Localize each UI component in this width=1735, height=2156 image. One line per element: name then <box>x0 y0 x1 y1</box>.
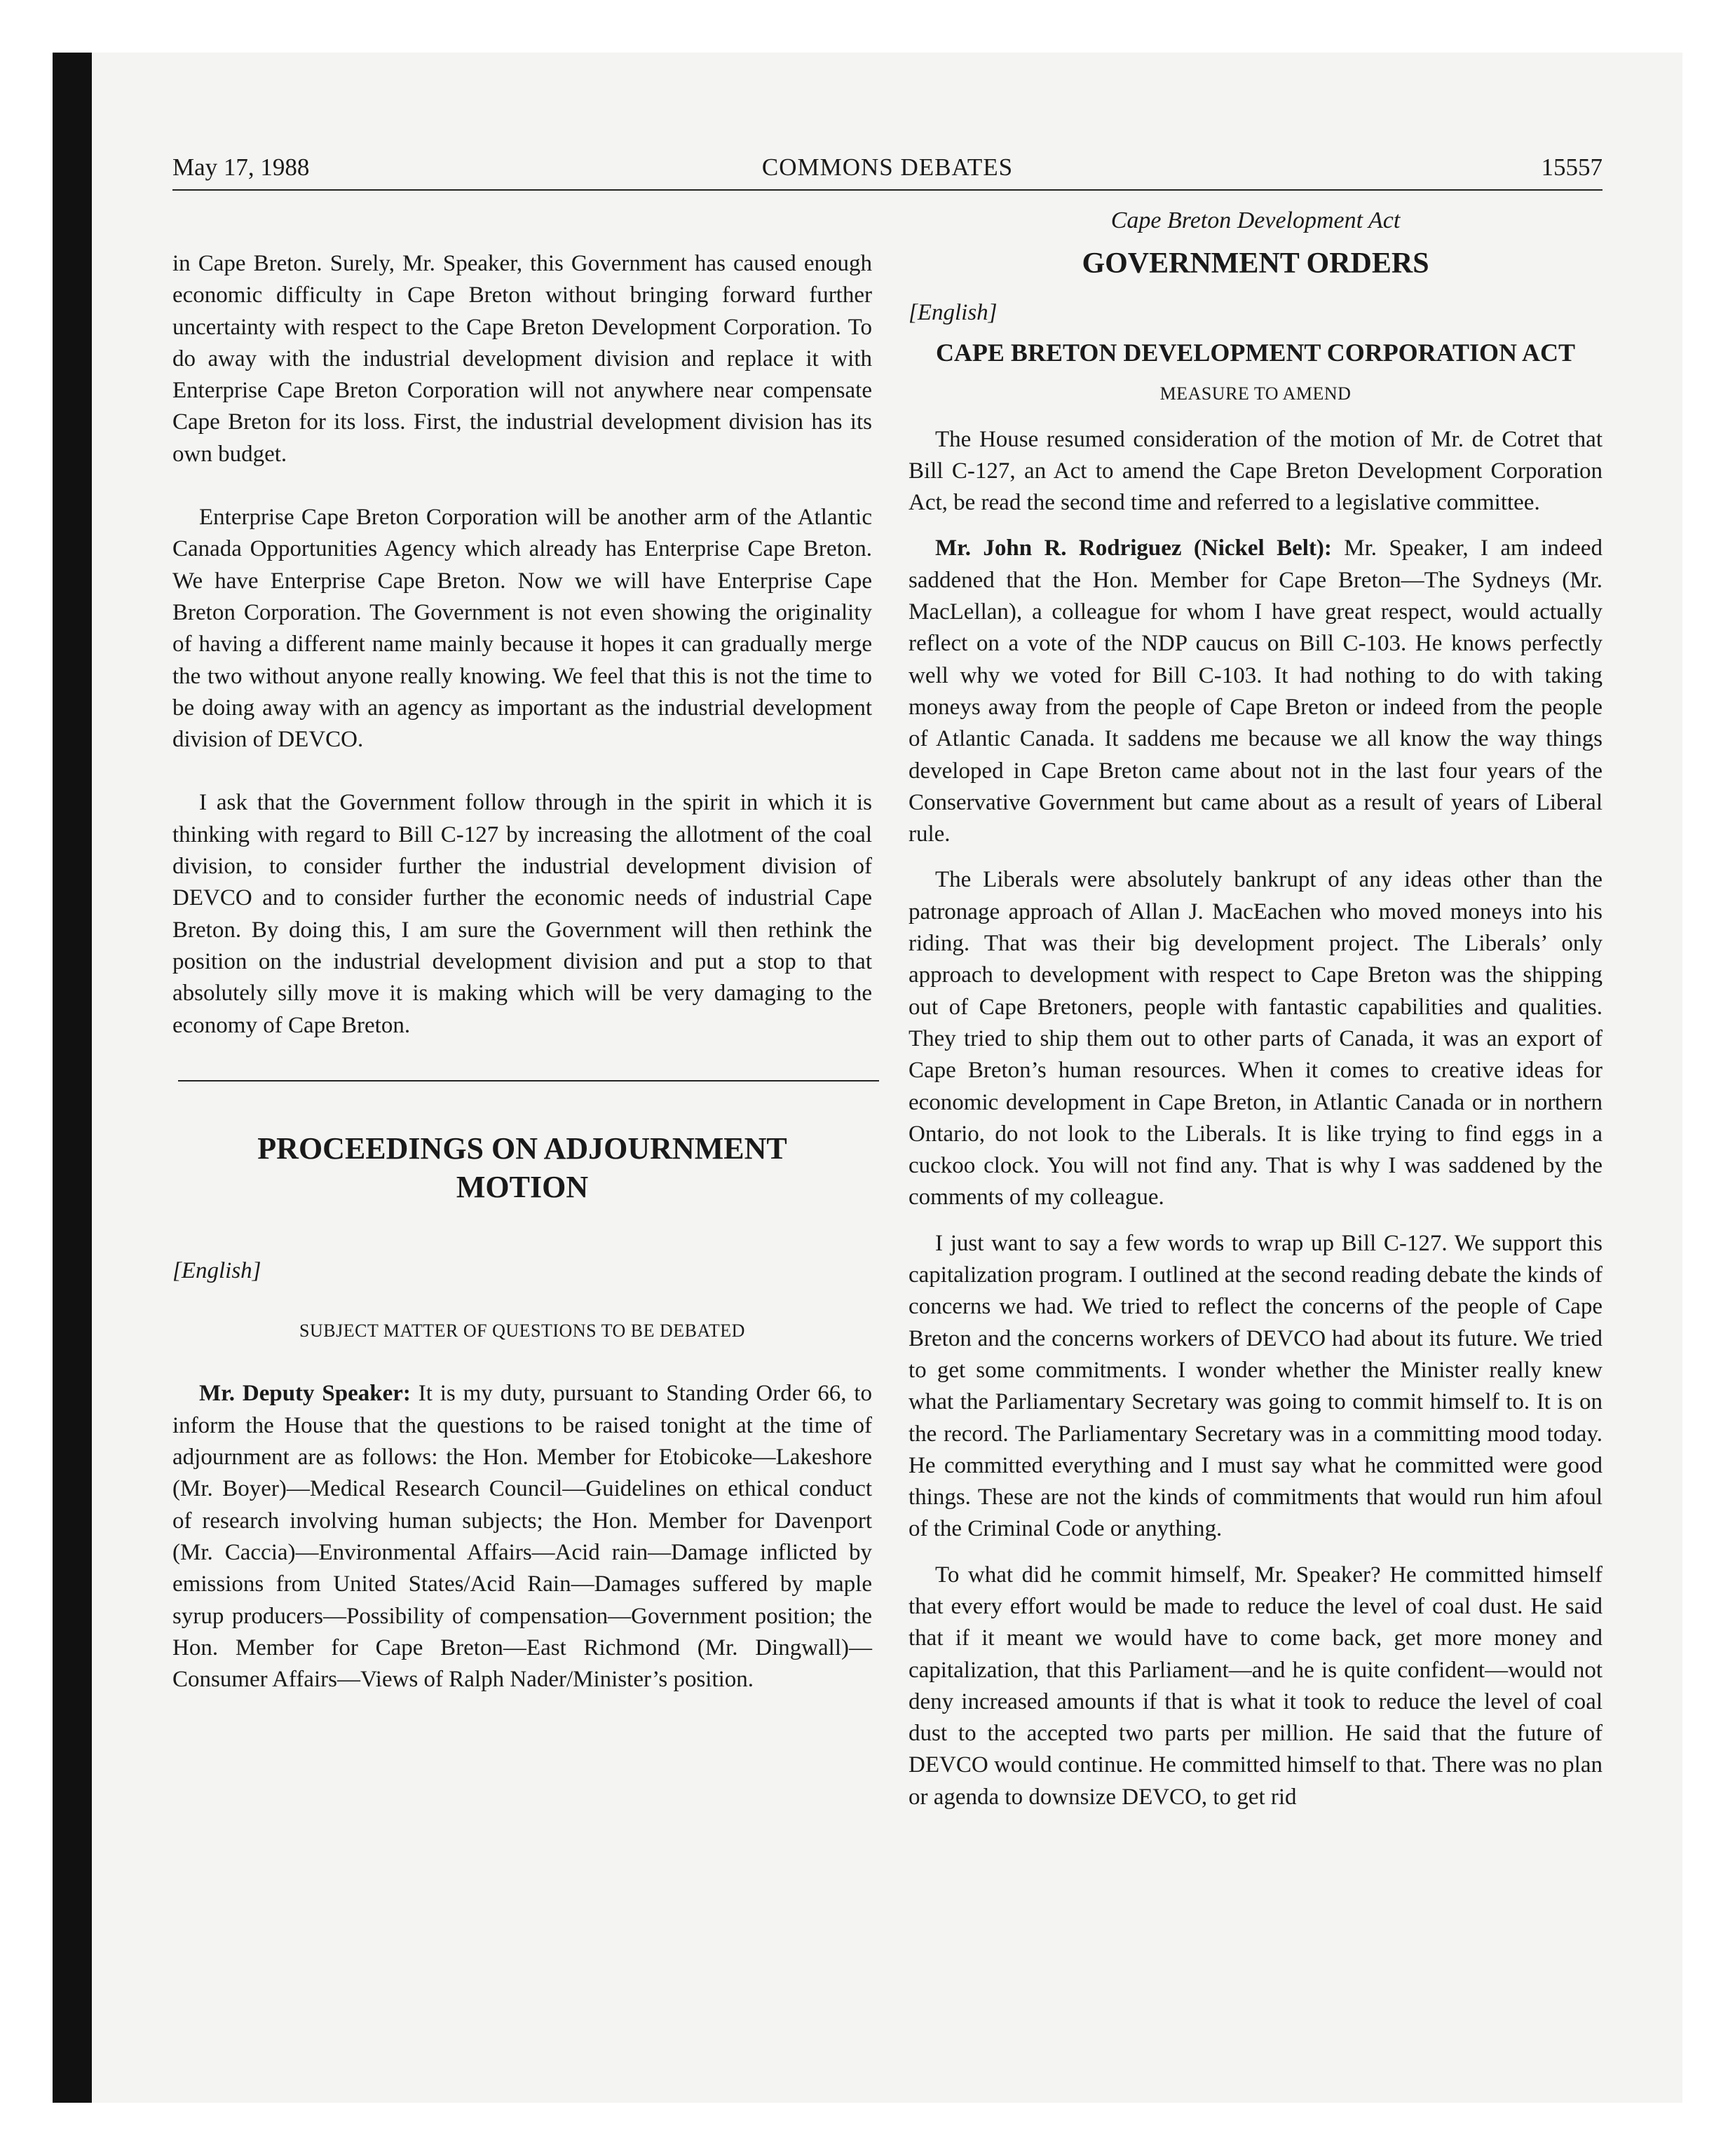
header-page-number: 15557 <box>1541 153 1603 181</box>
paragraph <box>909 533 1603 850</box>
subject-heading: SUBJECT MATTER OF QUESTIONS TO BE DEBATED <box>299 1321 745 1342</box>
section-divider <box>178 1080 879 1082</box>
paragraph <box>172 1378 872 1696</box>
paragraph: I just want to say a few words to wrap up Bill C-127. We support this capitalization program. I outlined at the second reading debate the kinds of concerns we had. We tried to reflect the concerns of the people of Cape Breton and the concerns workers of DEVCO had about its future. We tried to get some commitments. I wonder whether the Minister really knew what the Parliamentary Secretary was going to commit himself to. It is on the record. The Parliamentary Secretary was in a committing mood today. He committed everything and I must say what he committed were good things. These are not the kinds of commitments that would run him afoul of the Criminal Code or anything. <box>909 1230 1603 1542</box>
paragraph: in Cape Breton. Surely, Mr. Speaker, this Government has caused enough economic difficulty in Cape Breton without bringing forward further uncertainty with respect to the Cape Breton Development Corporation. To do away with the industrial development division and replace it with Enterprise Cape Breton Corporation will not anywhere near compensate Cape Breton for its loss. First, the industrial development division has its own budget. <box>172 251 872 467</box>
speech-text: It is my duty, pursuant to Standing Order 66, to inform the House that the questions to be raised tonight at the time of adjournment are as follows: the Hon. Member for Etobicoke—Lakeshore (Mr. Boyer)—Medical Research Council—Guidelines on ethical conduct of research involving human subjects; the Hon. Member for Davenport (Mr. Caccia)—Environmental Affairs—Acid rain—Damage inflicted by emissions from United States/Acid Rain—Damages suffered by maple syrup producers—Possibility of compensation—Government position; the Hon. Member for Cape Breton—East Richmond (Mr. Dingwall)—Consumer Affairs—Views of Ralph Nader/Minister’s position. <box>172 1381 872 1693</box>
section-heading <box>172 1129 872 1206</box>
section-heading-line: PROCEEDINGS ON ADJOURNMENT <box>257 1131 787 1166</box>
paragraph: The House resumed consideration of the motion of Mr. de Cotret that Bill C-127, an Act to amend the Cape Breton Development Corporation Act, be read the second time and referred to a legislative committee. <box>909 426 1603 516</box>
section-heading: GOVERNMENT ORDERS <box>1082 247 1429 280</box>
paragraph: To what did he commit himself, Mr. Speaker? He committed himself that every effort would be made to reduce the level of coal dust. He said that if it meant we would have to come back, get more money and capitalization, that this Parliament—and he is quite confident—would not deny increased amounts if that is what it took to reduce the level of coal dust to the accepted two parts per million. He said that the future of DEVCO would continue. He committed himself to that. There was no plan or agenda to downsize DEVCO, to get rid <box>909 1562 1603 1810</box>
bill-heading: CAPE BRETON DEVELOPMENT CORPORATION ACT <box>935 339 1576 367</box>
running-title: Cape Breton Development Act <box>1110 207 1401 233</box>
header-publication: COMMONS DEBATES <box>761 153 1014 181</box>
left-column <box>172 248 872 1696</box>
paragraph: Enterprise Cape Breton Corporation will be another arm of the Atlantic Canada Opportunities Agency which already has Enterprise Cape Breton. We have Enterprise Cape Breton. Now we will have Enterprise Cape Breton Corporation. The Government is not even showing the originality of having a different name mainly because it hopes it can gradually merge the two without anyone really knowing. We feel that this is not the time to be doing away with an agency as important as the industrial development division of DEVCO. <box>172 505 872 753</box>
header-date: May 17, 1988 <box>172 153 310 181</box>
language-tag: [English] <box>909 300 998 325</box>
speaker-name: Mr. John R. Rodriguez (Nickel Belt): <box>935 535 1332 561</box>
page-header <box>172 150 1603 191</box>
section-heading-line: MOTION <box>456 1169 589 1204</box>
language-tag: [English] <box>172 1257 261 1283</box>
speaker-name: Mr. Deputy Speaker: <box>199 1381 411 1407</box>
paragraph: The Liberals were absolutely bankrupt of any ideas other than the patronage approach of Allan J. MacEachen who moved moneys into his riding. That was their big development project. The Liberals’ only approach to development with respect to Cape Breton was the shipping out of Cape Bretoners, people with fantastic capabilities and qualities. They tried to ship them out to other parts of Canada, it was an export of Cape Breton’s human resources. When it comes to creative ideas for economic development in Cape Breton, in Atlantic Canada or in northern Ontario, do not look to the Liberals. It is like trying to find eggs in a cuckoo clock. You will not find any. That is why I was saddened by the comments of my colleague. <box>909 867 1603 1210</box>
scan-binding-edge <box>53 53 92 2103</box>
speech-text: Mr. Speaker, I am indeed saddened that the Hon. Member for Cape Breton—The Sydneys (Mr. MacLellan), a colleague for whom I have great respect, would actually reflect on a vote of the NDP caucus on Bill C-103. He knows perfectly well why we voted for Bill C-103. It had nothing to do with taking moneys away from the people of Cape Breton or indeed from the people of Atlantic Canada. It saddens me because we all know the way things developed in Cape Breton came about not in the last four years of the Conservative Government but came about as a result of years of Liberal rule. <box>909 535 1603 847</box>
measure-heading: MEASURE TO AMEND <box>1159 383 1352 404</box>
right-column <box>909 205 1603 1813</box>
paragraph: I ask that the Government follow through in the spirit in which it is thinking with regard to Bill C-127 by increasing the allotment of the coal division, to consider further the industrial development division of DEVCO and to consider further the economic needs of industrial Cape Breton. By doing this, I am sure the Government will then rethink the position on the industrial development division and put a stop to that absolutely silly move it is making which will be very damaging to the economy of Cape Breton. <box>172 790 872 1038</box>
